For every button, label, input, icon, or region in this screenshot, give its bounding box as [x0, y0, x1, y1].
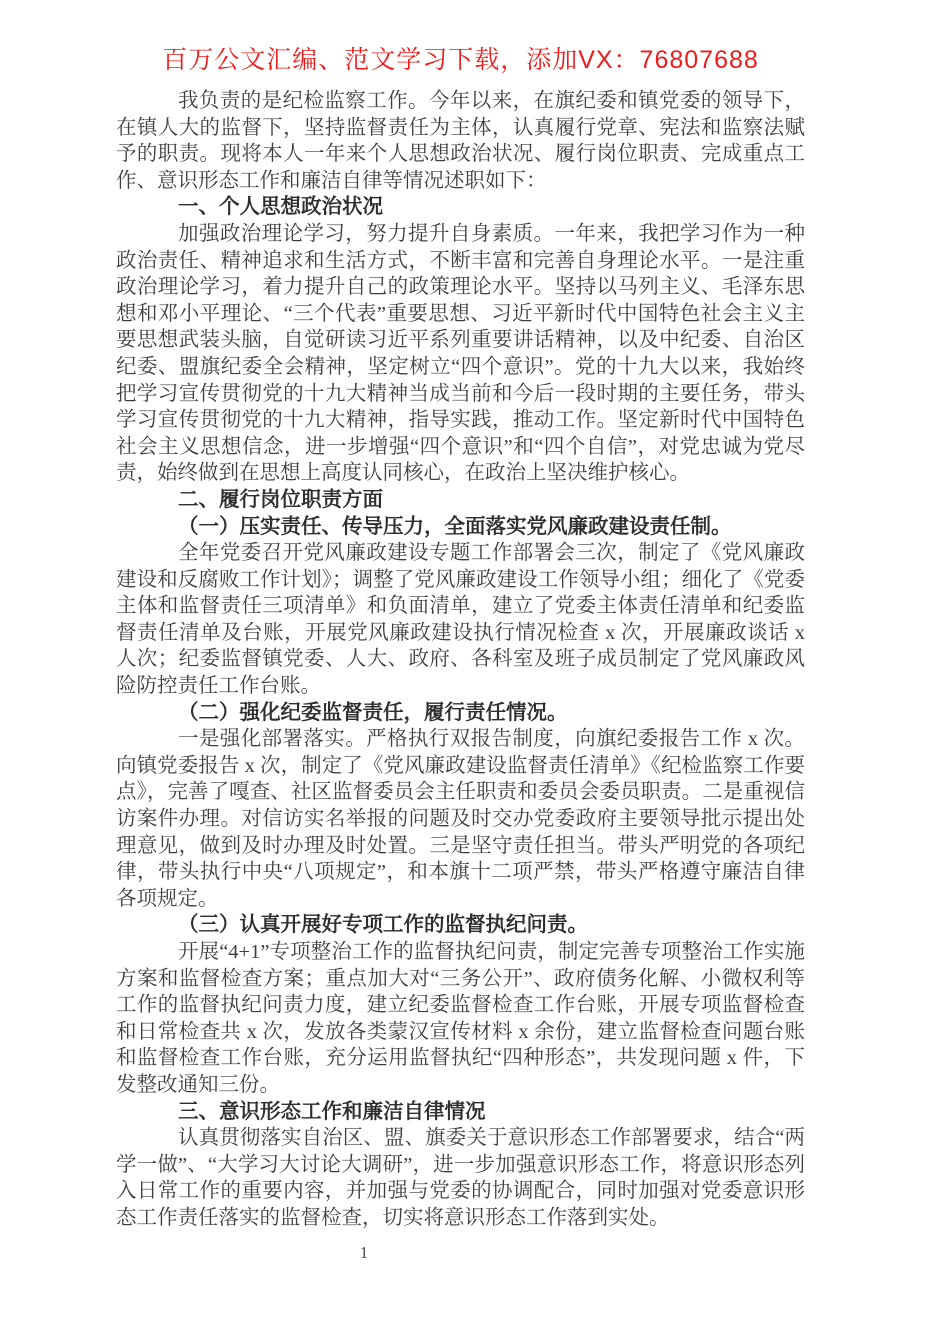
- sub-section-heading: （一）压实责任、传导压力，全面落实党风廉政建设责任制。: [178, 514, 732, 538]
- section-heading: 二、履行岗位职责方面: [178, 487, 383, 511]
- body-paragraph: 一是强化部署落实。严格执行双报告制度，向旗纪委报告工作 x 次。向镇党委报告 x 次，制定了《党风廉政建设监督责任清单》《纪检监察工作要点》，完善了嘎查、社区监督委员会主任职责和委员会委员职责。二是重视信访案件办理。对信访实名举报的问题及时交办党委政府主要领导批示提出处理意见，做到及时办理及时处置。三是坚守责任担当。带头严明党的各项纪律，带头执行中央“八项规定”，和本旗十二项严禁，带头严格遵守廉洁自律各项规定。: [116, 728, 805, 910]
- sub-section-heading: （二）强化纪委监督责任，履行责任情况。: [178, 700, 568, 724]
- body-paragraph: 我负责的是纪检监察工作。今年以来，在旗纪委和镇党委的领导下，在镇人大的监督下，坚持监督责任为主体，认真履行党章、宪法和监察法赋予的职责。现将本人一年来个人思想政治状况、履行岗位职责、完成重点工作、意识形态工作和廉洁自律等情况述职如下：: [116, 90, 805, 192]
- section-heading: 一、个人思想政治状况: [178, 195, 383, 219]
- body-paragraph: 开展“4+1”专项整治工作的监督执纪问责，制定完善专项整治工作实施方案和监督检查方案；重点加大对“三务公开”、政府债务化解、小微权利等工作的监督执纪问责力度，建立纪委监督检查工作台账，开展专项监督检查和日常检查共 x 次，发放各类蒙汉宣传材料 x 余份，建立监督检查问题台账和监督检查工作台账，充分运用监督执纪“四种形态”，共发现问题 x 件，下发整改通知三份。: [116, 941, 805, 1096]
- sub-section-heading: （三）认真开展好专项工作的监督执纪问责。: [178, 913, 588, 937]
- section-heading: 三、意识形态工作和廉洁自律情况: [178, 1099, 486, 1123]
- document-body: [116, 88, 805, 1232]
- page-number: 1: [359, 1243, 369, 1262]
- body-paragraph: 认真贯彻落实自治区、盟、旗委关于意识形态工作部署要求，结合“两学一做”、“大学习大讨论大调研”，进一步加强意识形态工作，将意识形态列入日常工作的重要内容，并加强与党委的协调配合，同时加强对党委意识形态工作责任落实的监督检查，切实将意识形态工作落到实处。: [116, 1127, 805, 1229]
- promo-banner-text: 百万公文汇编、范文学习下载，添加VX：76807688: [162, 46, 759, 74]
- body-paragraph: 加强政治理论学习，努力提升自身素质。一年来，我把学习作为一种政治责任、精神追求和生活方式，不断丰富和完善自身理论水平。一是注重政治理论学习，着力提升自己的政策理论水平。坚持以马列主义、毛泽东思想和邓小平理论、“三个代表”重要思想、习近平新时代中国特色社会主义主要思想武装头脑，自觉研读习近平系列重要讲话精神，以及中纪委、自治区纪委、盟旗纪委全会精神，坚定树立“四个意识”。党的十九大以来，我始终把学习宣传贯彻党的十九大精神当成当前和今后一段时期的主要任务，带头学习宣传贯彻党的十九大精神，指导实践，推动工作。坚定新时代中国特色社会主义思想信念，进一步增强“四个意识”和“四个自信”，对党忠诚为党尽责，始终做到在思想上高度认同核心，在政治上坚决维护核心。: [116, 222, 805, 485]
- body-paragraph: 全年党委召开党风廉政建设专题工作部署会三次，制定了《党风廉政建设和反腐败工作计划》；调整了党风廉政建设工作领导小组；细化了《党委主体和监督责任三项清单》和负面清单，建立了党委主体责任清单和纪委监督责任清单及台账，开展党风廉政建设执行情况检查 x 次，开展廉政谈话 x 人次；纪委监督镇党委、人大、政府、各科室及班子成员制定了党风廉政风险防控责任工作台账。: [116, 542, 805, 698]
